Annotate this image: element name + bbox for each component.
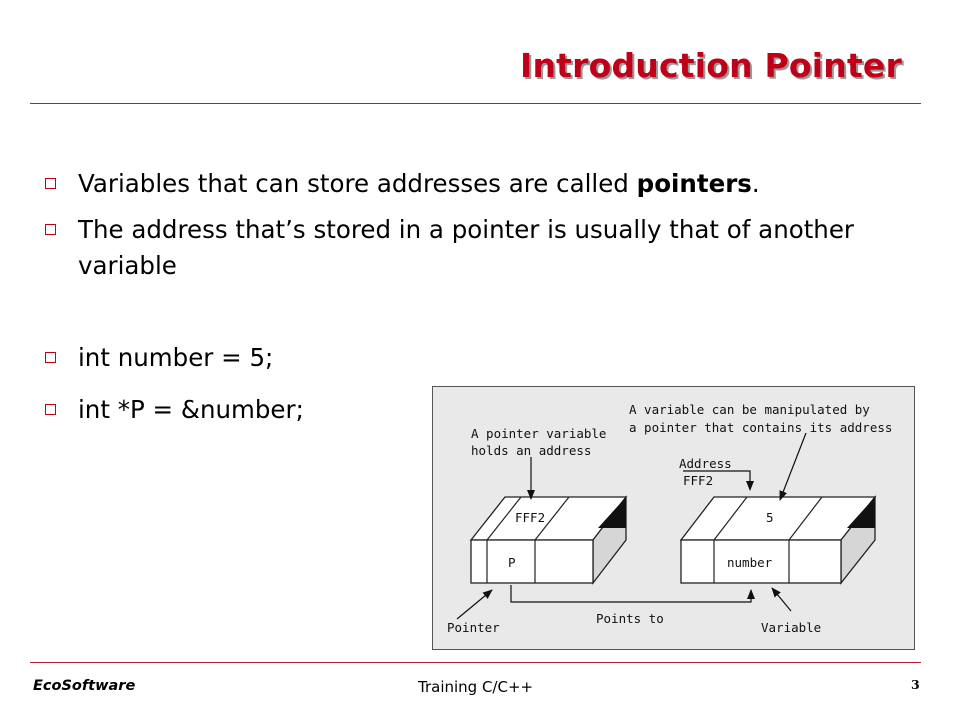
pointer-diagram-svg bbox=[433, 387, 913, 648]
pointer-name-label: P bbox=[508, 555, 516, 570]
pointer-caption-arrow bbox=[457, 590, 492, 619]
variable-caption: Variable bbox=[761, 620, 822, 635]
pointer-caption: Pointer bbox=[447, 620, 500, 635]
pointer-block-front bbox=[471, 540, 593, 583]
pointer-diagram bbox=[432, 386, 915, 650]
footer-divider bbox=[30, 662, 921, 663]
variable-name-label: number bbox=[727, 555, 773, 570]
variable-caption-arrow bbox=[772, 588, 791, 611]
bullet-text-suffix: . bbox=[751, 169, 760, 198]
bullet-square-icon bbox=[45, 404, 56, 415]
pointer-annotation-line1: A pointer variable bbox=[471, 426, 607, 441]
bullet-text-prefix: Variables that can store addresses are called bbox=[78, 169, 637, 198]
variable-value-label: 5 bbox=[766, 510, 774, 525]
page-number: 3 bbox=[911, 677, 920, 692]
bullet-square-icon bbox=[45, 224, 56, 235]
pointer-memory-block bbox=[471, 497, 626, 583]
variable-memory-block bbox=[681, 497, 875, 583]
footer-company: EcoSoftware bbox=[33, 678, 136, 694]
bullet-text: The address that’s stored in a pointer is usually that of another variable bbox=[78, 215, 854, 280]
points-to-arrow bbox=[511, 585, 751, 602]
bullet-text bbox=[78, 166, 878, 202]
bullet-square-icon bbox=[45, 178, 56, 189]
bullet-text-bold: pointers bbox=[636, 169, 752, 198]
footer-course: Training C/C++ bbox=[418, 678, 534, 696]
manipulate-annotation-arrow bbox=[780, 433, 806, 500]
bullet-square-icon bbox=[45, 352, 56, 363]
address-label-line1: Address bbox=[679, 456, 732, 471]
title-divider bbox=[30, 103, 921, 104]
pointer-value-label: FFF2 bbox=[515, 510, 546, 525]
pointer-annotation-line2: holds an address bbox=[471, 443, 592, 458]
slide-title: Introduction Pointer bbox=[519, 46, 902, 85]
bullet-text: int *P = &number; bbox=[78, 395, 304, 424]
points-to-label: Points to bbox=[596, 611, 664, 626]
address-label-line2: FFF2 bbox=[683, 473, 714, 488]
manipulate-annotation-line1: A variable can be manipulated by bbox=[629, 402, 870, 417]
manipulate-annotation-line2: a pointer that contains its address bbox=[629, 420, 893, 435]
bullet-text: int number = 5; bbox=[78, 343, 274, 372]
